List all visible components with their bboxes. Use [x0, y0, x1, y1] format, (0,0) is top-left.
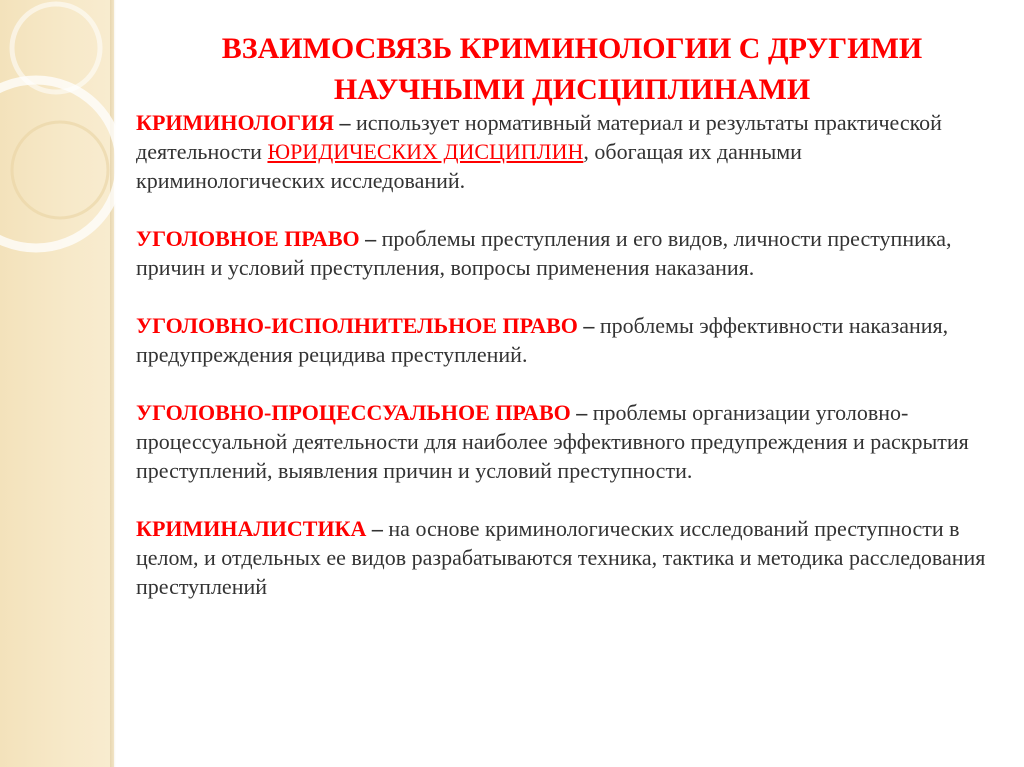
slide-title: ВЗАИМОСВЯЗЬ КРИМИНОЛОГИИ С ДРУГИМИ НАУЧНЫМИ ДИСЦИПЛИНАМИ	[221, 32, 923, 106]
term-dash: –	[334, 110, 357, 135]
term-dash: –	[359, 226, 382, 251]
paragraph-criminal-law	[136, 224, 996, 282]
decorative-rings	[0, 0, 140, 767]
slide-body	[136, 108, 996, 630]
decorative-ring-large	[0, 80, 120, 248]
term-dash: –	[366, 516, 389, 541]
paragraph-criminalistics	[136, 514, 996, 601]
paragraph-penal-law	[136, 311, 996, 369]
paragraph-text: проблемы организации уголовно-процессуальной деятельности для наиболее эффективного предупреждения и раскрытия преступлений, выявления причин и условий преступности.	[136, 400, 969, 483]
paragraph-text: проблемы преступления и его видов, личности преступника, причин и условий преступления, вопросы применения наказания.	[136, 226, 952, 280]
link-legal-disciplines[interactable]: ЮРИДИЧЕСКИХ ДИСЦИПЛИН	[267, 139, 584, 164]
paragraph-text: на основе криминологических исследований преступности в целом, и отдельных ее видов разрабатываются техника, тактика и методика расследования преступлений	[136, 516, 986, 599]
term-criminology: КРИМИНОЛОГИЯ	[136, 110, 335, 135]
term-criminal-law: УГОЛОВНОЕ ПРАВО	[136, 226, 360, 251]
term-dash: –	[577, 313, 600, 338]
paragraph-criminal-procedure	[136, 398, 996, 485]
paragraph-text: проблемы эффективности наказания, предупреждения рецидива преступлений.	[136, 313, 949, 367]
term-penal-law: УГОЛОВНО-ИСПОЛНИТЕЛЬНОЕ ПРАВО	[136, 313, 578, 338]
paragraph-text: использует нормативный материал и результаты практической деятельности	[136, 110, 942, 164]
paragraph-text: , обогащая их данными криминологических исследований.	[136, 139, 802, 193]
decorative-ring-outer	[12, 122, 108, 218]
paragraph-criminology	[136, 108, 996, 195]
term-criminal-procedure: УГОЛОВНО-ПРОЦЕССУАЛЬНОЕ ПРАВО	[136, 400, 571, 425]
term-criminalistics: КРИМИНАЛИСТИКА	[136, 516, 367, 541]
term-dash: –	[570, 400, 593, 425]
